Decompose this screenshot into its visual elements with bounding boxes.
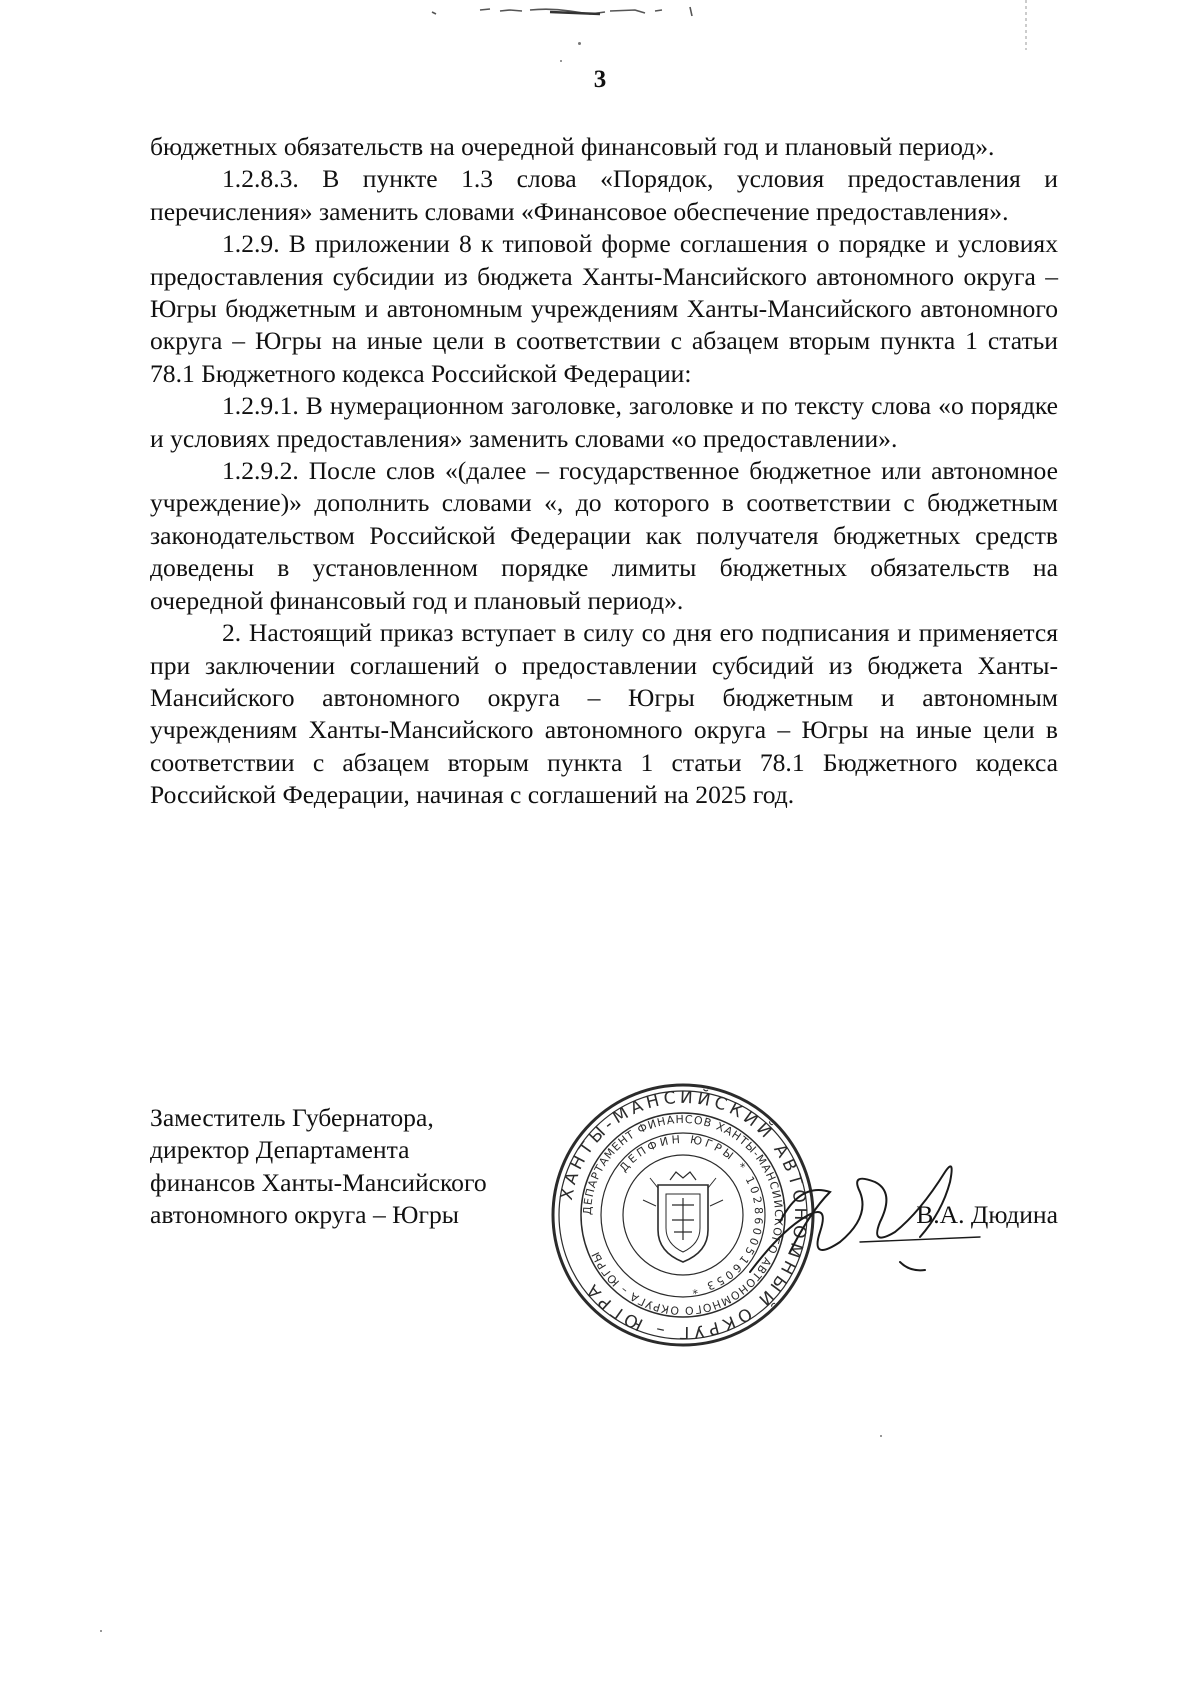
paragraph: 1.2.8.3. В пункте 1.3 слова «Порядок, условия предоставления и перечисления» заменить словами «Финансовое обеспечение предоставления». (150, 164, 1058, 226)
signature-block (150, 1087, 1058, 1343)
svg-text:ДЕПАРТАМЕНТ ФИНАНСОВ ХАНТЫ-МАН: ДЕПАРТАМЕНТ ФИНАНСОВ ХАНТЫ-МАНСИЙСКОГО АВТОНОМНОГО ОКРУГА – ЮГРЫ (580, 1112, 786, 1318)
page-number: 3 (593, 66, 607, 93)
scan-edge-line (1025, 0, 1027, 50)
signer-position-line: Заместитель Губернатора, (150, 1103, 434, 1132)
scan-speck (560, 60, 562, 62)
document-body (150, 131, 1058, 812)
signer-position (150, 1102, 570, 1232)
signer-name: В.А. Дюдина (916, 1200, 1058, 1229)
signer-position-line: автономного округа – Югры (150, 1200, 459, 1230)
paragraph: бюджетных обязательств на очередной финансовый год и плановый период». (150, 132, 995, 161)
paragraph: 1.2.9.2. После слов «(далее – государственное бюджетное или автономное учреждение)» дополнить словами «, до которого в соответствии с бюджетным законодательством Российской Федерации как получателя бюджетных средств доведены в установленном порядке лимиты бюджетных обязательств на очередной финансовый год и плановый период». (150, 456, 1058, 615)
scan-speck (880, 1435, 882, 1437)
scan-speck (100, 1630, 102, 1632)
svg-text:ДЕПФИН ЮГРЫ * 1028600516053 *: ДЕПФИН ЮГРЫ * 1028600516053 * (616, 1132, 766, 1297)
signer-position-line: директор Департамента (150, 1135, 410, 1165)
scan-speck (578, 42, 581, 45)
svg-text:ХАНТЫ-МАНСИЙСКИЙ АВТОНОМНЫЙ ОК: ХАНТЫ-МАНСИЙСКИЙ АВТОНОМНЫЙ ОКРУГ – ЮГРА (556, 1087, 811, 1343)
paragraph: 2. Настоящий приказ вступает в силу со дня его подписания и применяется при заключении соглашений о предоставлении субсидий из бюджета Ханты-Мансийского автономного округа – Югры бюджетным и автономным учреждениям Ханты-Мансийского автономного округа – Югры на иные цели в соответствии с абзацем вторым пункта 1 статьи 78.1 Бюджетного кодекса Российской Федерации, начиная с соглашений на 2025 год. (150, 618, 1058, 810)
paragraph: 1.2.9. В приложении 8 к типовой форме соглашения о порядке и условиях предоставления субсидии из бюджета Ханты-Мансийского автономного округа – Югры бюджетным и автономным учреждениям Ханты-Мансийского автономного округа – Югры на иные цели в соответствии с абзацем вторым пункта 1 статьи 78.1 Бюджетного кодекса Российской Федерации: (150, 229, 1058, 388)
signer-position-line: финансов Ханты-Мансийского (150, 1167, 487, 1197)
paragraph: 1.2.9.1. В нумерационном заголовке, заголовке и по тексту слова «о порядке и условиях предоставления» заменить словами «о предоставлении». (150, 391, 1058, 453)
scan-artifact (430, 2, 760, 22)
